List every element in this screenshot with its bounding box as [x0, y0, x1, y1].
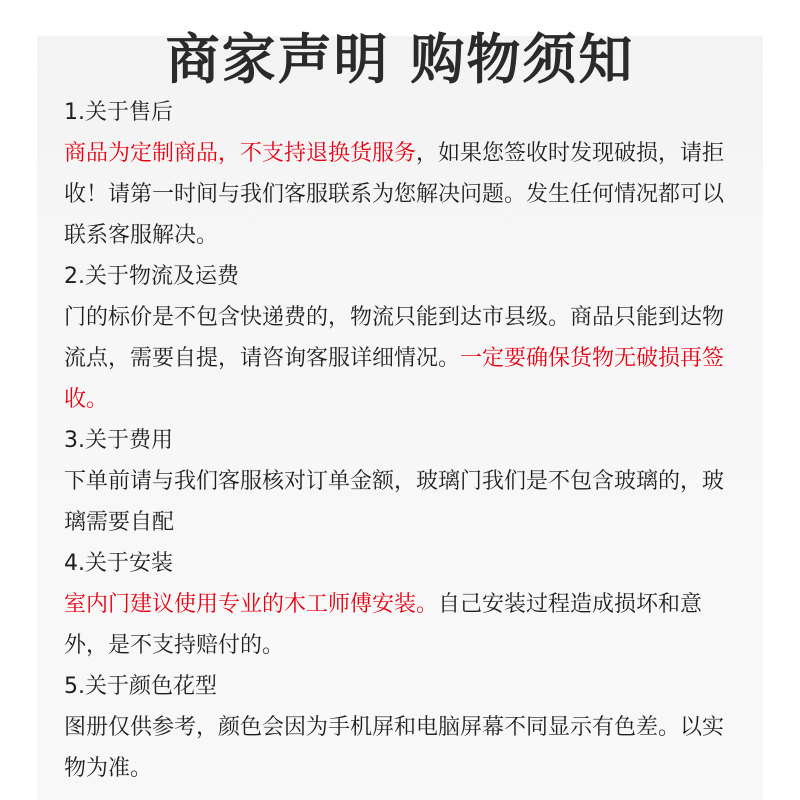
section-body-after-sales	[64, 133, 744, 256]
body-text: 下单前请与我们客服核对订单金额，玻璃门我们是不包含玻璃的，玻璃需要自配	[64, 469, 725, 535]
notice-content	[64, 92, 744, 789]
section-body-shipping	[64, 297, 744, 420]
section-heading-color-pattern: 5.关于颜色花型	[64, 674, 217, 699]
highlight-text: 室内门建议使用专业的木工师傅安装。	[64, 592, 439, 617]
highlight-text: 一定要确保货物无破损再签收。	[64, 346, 725, 412]
section-body-fees	[64, 461, 744, 543]
section-body-color-pattern	[64, 707, 744, 789]
section-heading-after-sales: 1.关于售后	[64, 100, 173, 125]
section-heading-fees: 3.关于费用	[64, 428, 173, 453]
page-title: 商家声明 购物须知	[165, 28, 635, 91]
body-text: 自己安装过程造成损坏和意外，是不支持赔付的。	[64, 592, 703, 658]
body-text: 门的标价是不包含快递费的，物流只能到达市县级。商品只能到达物流点，需要自提，请咨询客服详细情况。	[64, 305, 725, 371]
body-text: ，如果您签收时发现破损，请拒收！请第一时间与我们客服联系为您解决问题。发生任何情况都可以联系客服解决。	[64, 141, 725, 248]
highlight-text: 商品为定制商品，不支持退换货服务	[64, 141, 417, 166]
body-text: 图册仅供参考，颜色会因为手机屏和电脑屏幕不同显示有色差。以实物为准。	[64, 715, 725, 781]
section-heading-installation: 4.关于安装	[64, 551, 173, 576]
section-body-installation	[64, 584, 744, 666]
section-heading-shipping: 2.关于物流及运费	[64, 264, 239, 289]
